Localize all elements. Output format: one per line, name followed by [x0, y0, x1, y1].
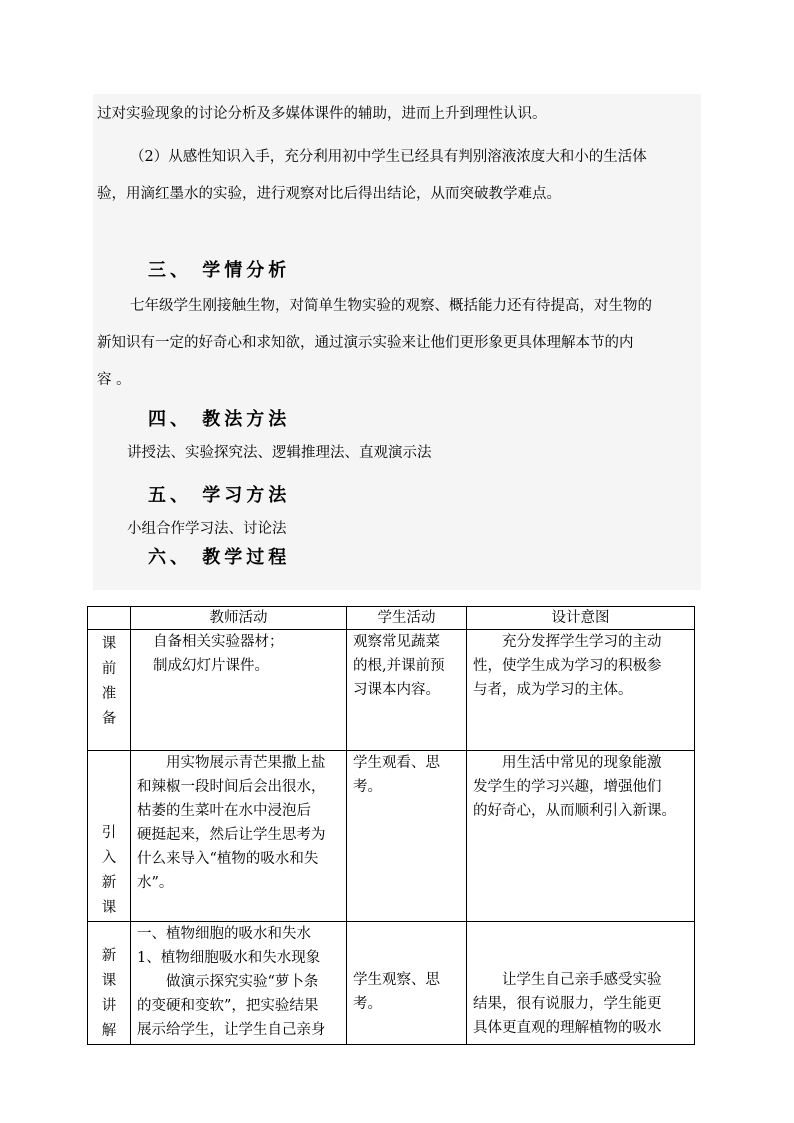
stage-cell [88, 630, 131, 751]
cell-line: 的好奇心，从而顺利引入新课。 [473, 803, 676, 819]
cell-line: 与者，成为学习的主体。 [473, 682, 633, 698]
section-3-line-3: 容 。 [97, 372, 131, 388]
design-intent-cell [467, 922, 695, 1045]
cell-line: 做演示探究实验“萝卜条 [166, 974, 319, 990]
teaching-process-table [87, 606, 695, 1045]
cell-line: 具体更直观的理解植物的吸水 [473, 1020, 662, 1036]
cell-line: 用生活中常见的现象能激 [502, 755, 662, 771]
cell-line: 硬挺起来，然后让学生思考为 [137, 827, 326, 843]
cell-line: 观察常见蔬菜 [353, 634, 440, 650]
paragraph-2-line-1: （2）从感性知识入手，充分利用初中学生已经具有判别溶液浓度大和小的生活体 [130, 149, 647, 165]
intro-line: 过对实验现象的讨论分析及多媒体课件的辅助，进而上升到理性认识。 [97, 106, 547, 122]
cell-line: 水”。 [137, 875, 174, 891]
header-student-activity: 学生活动 [347, 607, 467, 630]
section-heading-4: 四、 教法方法 [148, 409, 291, 430]
cell-line: 自备相关实验器材； [153, 634, 284, 650]
stage-cell [88, 751, 131, 922]
teacher-activity-cell [131, 630, 347, 751]
stage-char: 课 [101, 900, 117, 916]
section-5-text: 小组合作学习法、讨论法 [127, 521, 287, 537]
table-header-row [88, 607, 695, 630]
cell-line: 学生观察、思考。 [353, 972, 440, 1012]
header-teacher-activity: 教师活动 [131, 607, 347, 630]
cell-line: 习课本内容。 [353, 682, 440, 698]
cell-line: 的根,并课前预 [353, 658, 445, 674]
student-activity-cell [347, 922, 467, 1045]
stage-char: 前 [101, 661, 117, 677]
section-3-line-1: 七年级学生刚接触生物，对简单生物实验的观察、概括能力还有待提高，对生物的 [130, 298, 652, 314]
cell-line: 一、植物细胞的吸水和失水 [137, 926, 311, 942]
section-heading-6: 六、 教学过程 [148, 547, 291, 568]
cell-line: 展示给学生，让学生自己亲身 [137, 1022, 326, 1038]
section-heading-3: 三、 学情分析 [148, 260, 291, 281]
cell-line: 的变硬和变软”，把实验结果 [137, 998, 319, 1014]
cell-line: 学生观看、思考。 [353, 755, 440, 795]
stage-char: 引 [101, 825, 117, 841]
design-intent-cell [467, 751, 695, 922]
section-heading-5: 五、 学习方法 [148, 485, 291, 506]
cell-line: 1、植物细胞吸水和失水现象 [137, 950, 321, 966]
header-design-intent: 设计意图 [467, 607, 695, 630]
student-activity-cell [347, 630, 467, 751]
stage-char: 讲 [101, 998, 117, 1014]
cell-line: 什么来导入“植物的吸水和失 [137, 851, 319, 867]
table-row [88, 922, 695, 1045]
stage-char: 新 [101, 875, 117, 891]
cell-line: 和辣椒一段时间后会出很水， [137, 779, 326, 795]
section-3-line-2: 新知识有一定的好奇心和求知欲，通过演示实验来让他们更形象更具体理解本节的内 [97, 335, 634, 351]
stage-char: 准 [101, 686, 117, 702]
stage-cell [88, 922, 131, 1045]
stage-char: 解 [101, 1023, 117, 1039]
design-intent-cell [467, 630, 695, 751]
cell-line: 枯萎的生菜叶在水中浸泡后 [137, 803, 311, 819]
cell-line: 制成幻灯片课件。 [153, 658, 269, 674]
teacher-activity-cell [131, 751, 347, 922]
stage-char: 课 [101, 973, 117, 989]
cell-line: 用实物展示青芒果撒上盐 [166, 755, 326, 771]
cell-line: 发学生的学习兴趣，增强他们 [473, 779, 662, 795]
teacher-activity-cell [131, 922, 347, 1045]
cell-line: 结果，很有说服力，学生能更 [473, 996, 662, 1012]
cell-line: 让学生自己亲手感受实验 [502, 972, 662, 988]
cell-line: 充分发挥学生学习的主动 [502, 634, 662, 650]
cell-line: 性，使学生成为学习的积极参 [473, 658, 662, 674]
header-stage [88, 607, 131, 630]
stage-char: 新 [101, 948, 117, 964]
stage-char: 入 [101, 850, 117, 866]
table-row [88, 751, 695, 922]
stage-char: 备 [101, 711, 117, 727]
table-row [88, 630, 695, 751]
section-4-text: 讲授法、实验探究法、逻辑推理法、直观演示法 [127, 445, 432, 461]
stage-char: 课 [101, 636, 117, 652]
paragraph-2-line-2: 验，用滴红墨水的实验，进行观察对比后得出结论，从而突破教学难点。 [97, 186, 561, 202]
student-activity-cell [347, 751, 467, 922]
